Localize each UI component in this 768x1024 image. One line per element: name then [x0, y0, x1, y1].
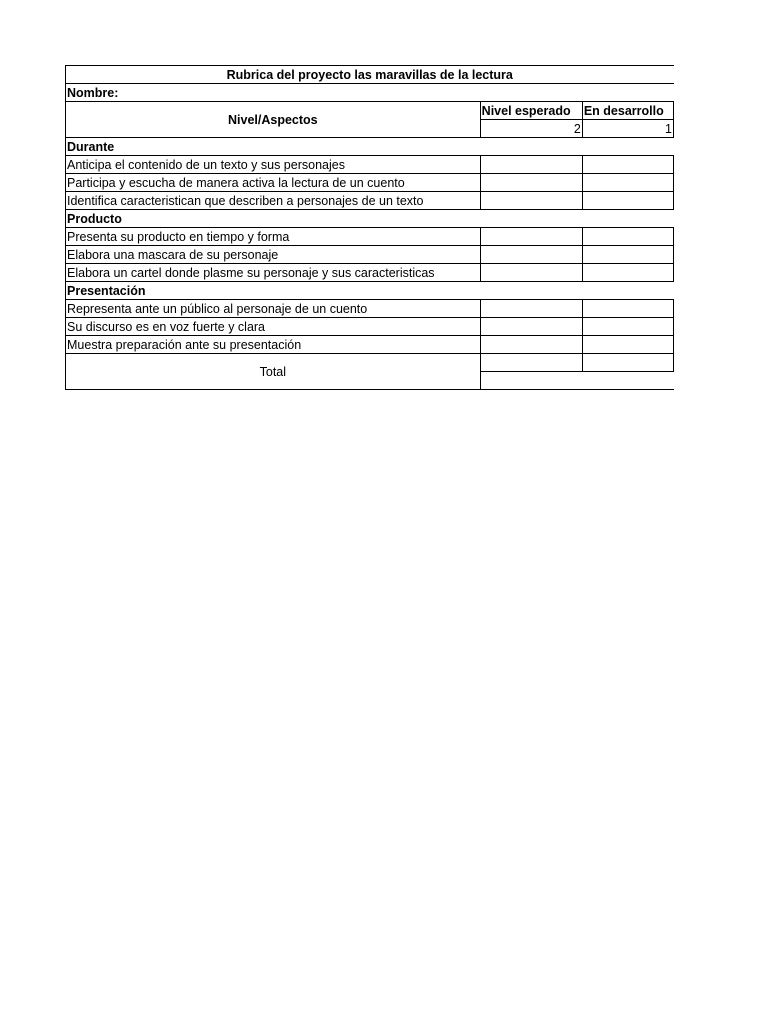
aspects-header: Nivel/Aspectos	[66, 102, 481, 138]
criterion-label: Anticipa el contenido de un texto y sus personajes	[66, 156, 481, 174]
level-expected-header: Nivel esperado	[480, 102, 582, 120]
section-title: Presentación	[66, 282, 674, 300]
score-cell-expected[interactable]	[480, 300, 582, 318]
criterion-label: Muestra preparación ante su presentación	[66, 336, 481, 354]
criterion-label: Participa y escucha de manera activa la lectura de un cuento	[66, 174, 481, 192]
name-row	[66, 84, 674, 102]
score-developing: 1	[582, 120, 673, 138]
section-title: Producto	[66, 210, 674, 228]
score-cell-developing[interactable]	[582, 192, 673, 210]
rubric-table	[65, 65, 674, 390]
score-cell-expected[interactable]	[480, 246, 582, 264]
criterion-label: Presenta su producto en tiempo y forma	[66, 228, 481, 246]
score-cell-expected[interactable]	[480, 228, 582, 246]
score-cell-expected[interactable]	[480, 336, 582, 354]
score-cell-developing[interactable]	[582, 228, 673, 246]
total-cell-developing[interactable]	[582, 354, 673, 372]
score-cell-expected[interactable]	[480, 264, 582, 282]
criterion-row	[66, 228, 674, 246]
criterion-label: Identifica caracteristican que describen a personajes de un texto	[66, 192, 481, 210]
total-label: Total	[66, 354, 481, 390]
criterion-label: Elabora una mascara de su personaje	[66, 246, 481, 264]
section-row	[66, 138, 674, 156]
section-title: Durante	[66, 138, 674, 156]
score-cell-expected[interactable]	[480, 318, 582, 336]
header-row	[66, 102, 674, 120]
total-row	[66, 354, 674, 372]
criterion-row	[66, 318, 674, 336]
criterion-row	[66, 336, 674, 354]
criterion-label: Su discurso es en voz fuerte y clara	[66, 318, 481, 336]
criterion-row	[66, 264, 674, 282]
score-cell-developing[interactable]	[582, 156, 673, 174]
criterion-label: Representa ante un público al personaje de un cuento	[66, 300, 481, 318]
title-row	[66, 66, 674, 84]
score-cell-expected[interactable]	[480, 192, 582, 210]
score-cell-developing[interactable]	[582, 246, 673, 264]
score-cell-developing[interactable]	[582, 264, 673, 282]
level-developing-header: En desarrollo	[582, 102, 673, 120]
section-row	[66, 210, 674, 228]
criterion-label: Elabora un cartel donde plasme su personaje y sus caracteristicas	[66, 264, 481, 282]
section-row	[66, 282, 674, 300]
rubric-sheet	[65, 65, 674, 390]
total-sum-cell[interactable]	[480, 372, 673, 390]
score-cell-developing[interactable]	[582, 300, 673, 318]
score-cell-developing[interactable]	[582, 174, 673, 192]
score-cell-developing[interactable]	[582, 318, 673, 336]
criterion-row	[66, 156, 674, 174]
score-cell-expected[interactable]	[480, 156, 582, 174]
total-cell-expected[interactable]	[480, 354, 582, 372]
score-cell-expected[interactable]	[480, 174, 582, 192]
rubric-title: Rubrica del proyecto las maravillas de la lectura	[66, 66, 674, 84]
criterion-row	[66, 174, 674, 192]
criterion-row	[66, 192, 674, 210]
criterion-row	[66, 246, 674, 264]
score-cell-developing[interactable]	[582, 336, 673, 354]
name-label[interactable]: Nombre:	[66, 84, 674, 102]
criterion-row	[66, 300, 674, 318]
score-expected: 2	[480, 120, 582, 138]
